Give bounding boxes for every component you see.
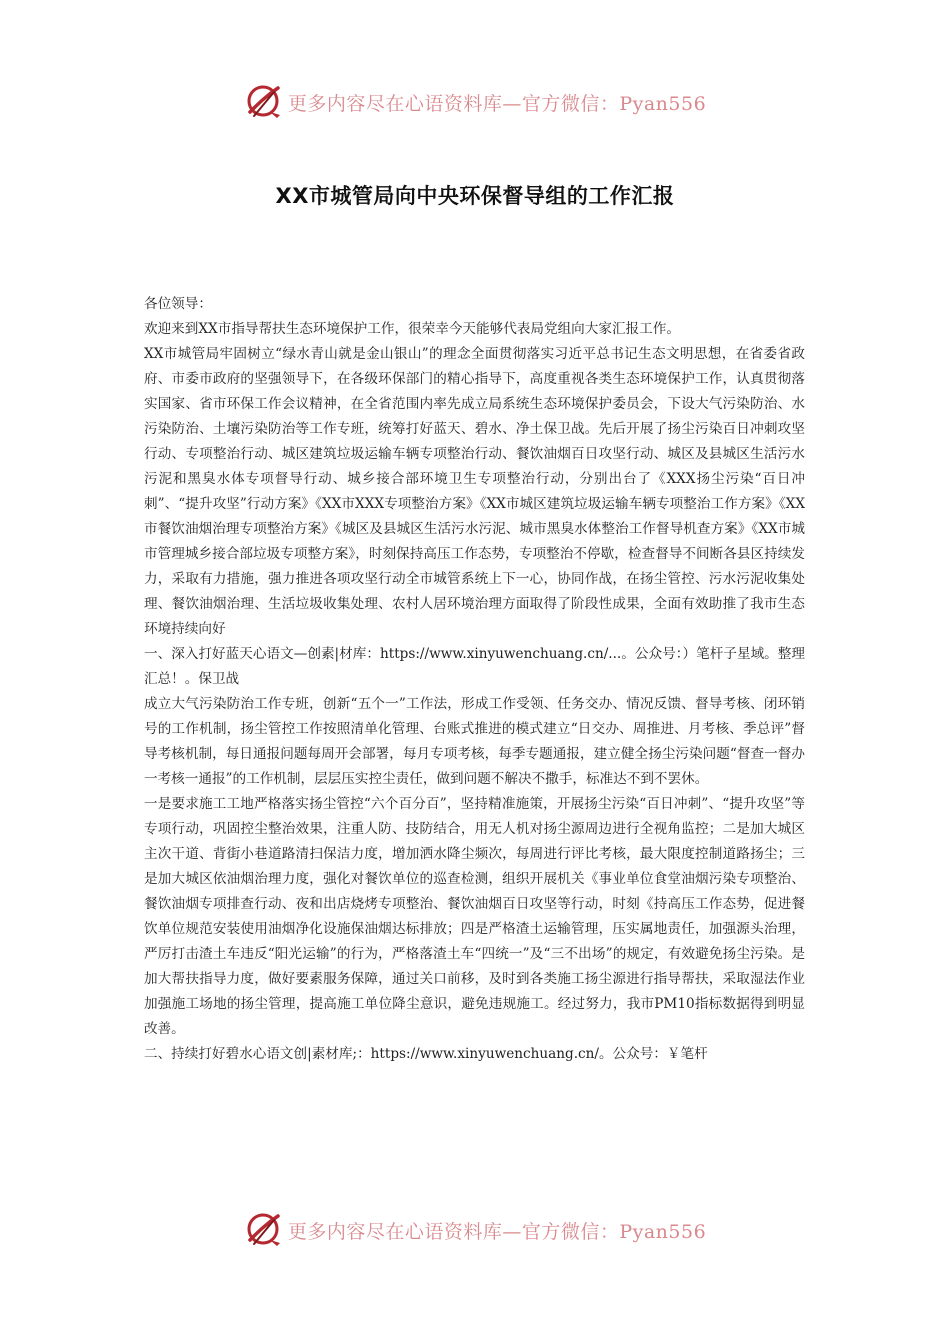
paragraph: 各位领导： (144, 296, 212, 312)
paragraph: XX市城管局牢固树立“绿水青山就是金山银山”的理念全面贯彻落实习近平总书记生态文明思想，在省委省政府、市委市政府的坚强领导下，在各级环保部门的精心指导下，高度重视各类生态环境保护工作，认真贯彻落实国家、省市环保工作会议精神，在全省范围内率先成立局系统生态环境保护委员会，下设大气污染防治、水污染防治、土壤污染防治等工作专班，统筹打好蓝天、碧水、净土保卫战。先后开展了扬尘污染百日冲刺攻坚行动、专项整治行动、城区建筑垃圾运输车辆专项整治行动、餐饮油烟百日攻坚行动、城区及县城区生活污水污泥和黑臭水体专项督导行动、城乡接合部环境卫生专项整治行动，分别出台了《XXX扬尘污染“百日冲刺”、“提升攻坚”行动方案》《XX市XXX专项整治方案》《XX市城区建筑垃圾运输车辆专项整治工作方案》《XX市餐饮油烟治理专项整治方案》《城区及县城区生活污水污泥、城市黑臭水体整治工作督导机查方案》《XX市城市管理城乡接合部垃圾专项整方案》，时刻保持高压工作态势，专项整治不停歇，检查督导不间断各县区持续发力，采取有力措施，强力推进各项攻坚行动全市城管系统上下一心，协同作战，在扬尘管控、污水污泥收集处理、餐饮油烟治理、生活垃圾收集处理、农村人居环境治理方面取得了阶段性成果，全面有效助推了我市生态环境持续向好 (144, 346, 805, 637)
document-body (144, 292, 805, 1067)
banner-text: 更多内容尽在心语资料库—官方微信：Pyan556 (287, 92, 707, 115)
header-banner (0, 82, 950, 122)
paragraph: 成立大气污染防治工作专班，创新“五个一”工作法，形成工作受领、任务交办、情况反馈、督导考核、闭环销号的工作机制，扬尘管控工作按照清单化管理、台账式推进的模式建立“日交办、周推进、月考核、季总评”督导考核机制，每日通报问题每周开会部署，每月专项考核，每季专题通报，建立健全扬尘污染问题“督查一督办一考核一通报”的工作机制，层层压实控尘责任，做到问题不解决不撒手，标准达不到不罢休。 (144, 696, 805, 787)
footer-banner (0, 1210, 950, 1250)
banner-text: 更多内容尽在心语资料库—官方微信：Pyan556 (287, 1220, 707, 1243)
paragraph: 一、深入打好蓝天心语文—创素|材库：https://www.xinyuwenchuang.cn/...。公众号：）笔杆子星域。整理汇总！。保卫战 (144, 646, 805, 687)
paragraph: 一是要求施工工地严格落实扬尘管控“六个百分百”，坚持精准施策，开展扬尘污染“百日冲刺”、“提升攻坚”等专项行动，巩固控尘整治效果，注重人防、技防结合，用无人机对扬尘源周边进行全视角监控；二是加大城区主次干道、背街小巷道路清扫保洁力度，增加洒水降尘频次，每周进行评比考核，最大限度控制道路扬尘；三是加大城区依油烟治理力度，强化对餐饮单位的巡查检测，组织开展机关《事业单位食堂油烟污染专项整治、餐饮油烟专项排查行动、夜和出店烧烤专项整治、餐饮油烟百日攻坚等行动，时刻《持高压工作态势，促进餐饮单位规范安装使用油烟净化设施保油烟达标排放；四是严格渣土运输管理，压实属地责任，加强源头治理，严厉打击渣土车违反“阳光运输”的行为，严格落渣土车“四统一”及“三不出场”的规定，有效避免扬尘污染。是加大帮扶指导力度，做好要素服务保障，通过关口前移，及时到各类施工扬尘源进行指导帮扶，采取湿法作业加强施工场地的扬尘管理，提高施工单位降尘意识，避免违规施工。经过努力，我市PM10指标数据得到明显改善。 (144, 796, 805, 1037)
pen-ribbon-logo-icon (244, 82, 284, 122)
document-title: XX市城管局向中央环保督导组的工作汇报 (275, 184, 675, 208)
paragraph: 二、持续打好碧水心语文创|素材库;：https://www.xinyuwenchuang.cn/。公众号：￥笔杆 (144, 1046, 708, 1062)
pen-ribbon-logo-icon (244, 1210, 284, 1250)
paragraph: 欢迎来到XX市指导帮扶生态环境保护工作，很荣幸今天能够代表局党组向大家汇报工作。 (144, 321, 680, 337)
